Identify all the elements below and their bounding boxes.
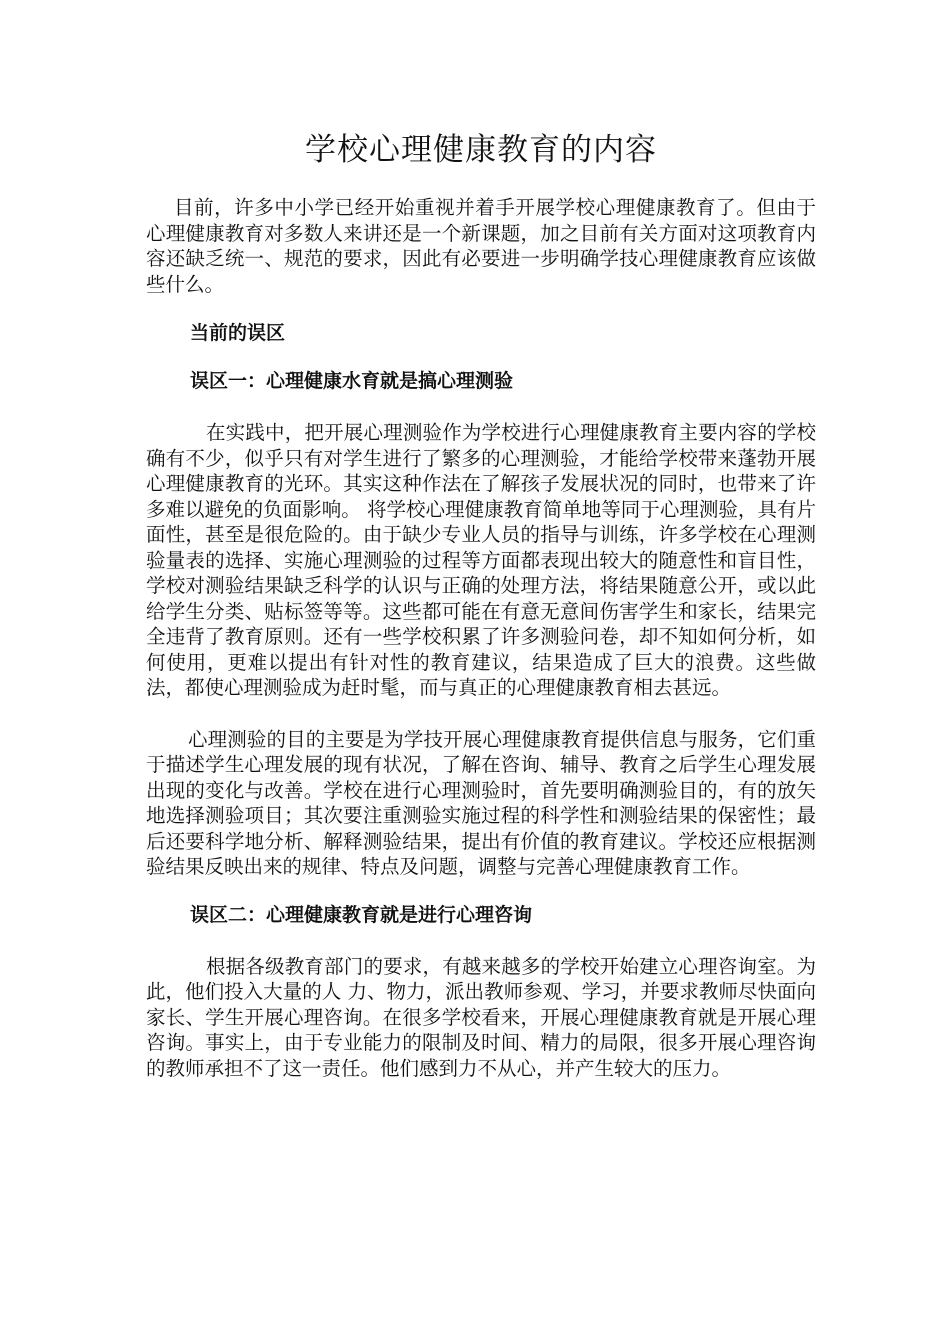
myth1-paragraph-1: 在实践中，把开展心理测验作为学校进行心理健康教育主要内容的学校确有不少，似乎只有对学生进行了繁多的心理测验，才能给学校带来蓬勃开展心理健康教育的光环。其实这种作法在了解孩子发展状况的同时，也带来了许多难以避免的负面影响。 将学校心理健康教育简单地等同于心理测验，具有片面性，甚至是很危险的。由于缺少专业人员的指导与训练，许多学校在心理测验量表的选择、实施心理测验的过程等方面都表现出较大的随意性和盲目性，学校对测验结果缺乏科学的认识与正确的处理方法，将结果随意公开，或以此给学生分类、贴标签等等。这些都可能在有意无意间伤害学生和家长，结果完全违背了教育原则。还有一些学校积累了许多测验问卷，却不知如何分析，如何使用，更难以提出有针对性的教育建议，结果造成了巨大的浪费。这些做法，都使心理测验成为赶时髦，而与真正的心理健康教育相去甚远。 [146,421,816,699]
section-heading: 当前的误区 [190,322,286,344]
spacer [146,928,816,954]
spacer [146,701,816,727]
spacer [146,394,816,420]
myth2-paragraph-1: 根据各级教育部门的要求，有越来越多的学校开始建立心理咨询室。为此，他们投入大量的人 力、物力，派出教师参观、学习，并要求教师尽快面向家长、学生开展心理咨询。在很多学校看来，开展心理健康教育就是开展心理咨询。事实上，由于专业能力的限制及时间、精力的局限，很多开展心理咨询的教师承担不了这一责任。他们感到力不从心，并产生较大的压力。 [146,954,816,1080]
spacer [146,880,816,902]
intro-paragraph: 目前，许多中小学已经开始重视并着手开展学校心理健康教育了。但由于心理健康教育对多数人来讲还是一个新课题，加之目前有关方面对这项教育内容还缺乏统一、规范的要求，因此有必要进一步明确学技心理健康教育应该做些什么。 [146,196,816,296]
document-body [146,128,816,1081]
myth2-heading: 误区二：心理健康教育就是进行心理咨询 [190,903,533,926]
spacer [146,297,816,320]
myth1-paragraph-2: 心理测验的目的主要是为学技开展心理健康教育提供信息与服务，它们重于描述学生心理发展的现有状况，了解在咨询、辅导、教育之后学生心理发展出现的变化与改善。学校在进行心理测验时，首先要明确测验目的，有的放矢地选择测验项目；其次要注重测验实施过程的科学性和测验结果的保密性；最后还要科学地分析、解释测验结果，提出有价值的教育建议。学校还应根据测验结果反映出来的规律、特点及问题，调整与完善心理健康教育工作。 [146,727,816,878]
myth1-heading: 误区一：心理健康水育就是搞心理测验 [190,370,514,392]
document-title: 学校心理健康教育的内容 [305,132,657,168]
spacer [146,346,816,368]
